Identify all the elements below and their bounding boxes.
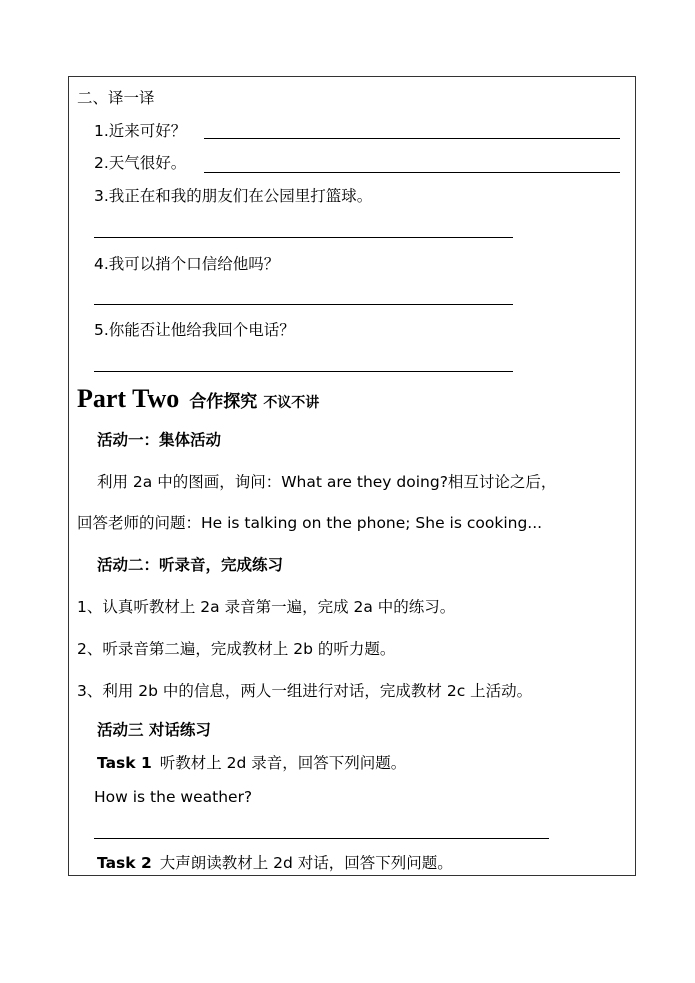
task2-row [97,853,453,873]
section-heading: 二、译一译 [77,89,155,107]
part-two-title: Part Two [77,384,180,413]
answer-blank-1[interactable] [204,138,620,139]
translate-item-1: 1.近来可好？ [94,122,187,140]
answer-blank-4[interactable] [94,304,513,305]
part-two-title-cn: 合作探究 [189,392,258,412]
task1-text: 听教材上 2d 录音，回答下列问题。 [159,754,407,772]
task2-label: Task 2 [97,854,152,872]
activity1-text-line2: 回答老师的问题：He is talking on the phone; She is cooking... [77,514,543,532]
activity1-text-line1: 利用 2a 中的图画，询问：What are they doing?相互讨论之后， [97,473,557,491]
translate-item-2: 2.天气很好。 [94,154,187,172]
activity3-heading: 活动三 对话练习 [97,721,211,739]
part-two-subtitle: 不议不讲 [263,395,320,411]
task1-row [97,753,406,773]
answer-blank-2[interactable] [204,172,620,173]
task2-text: 大声朗读教材上 2d 对话，回答下列问题。 [159,854,453,872]
activity1-heading: 活动一：集体活动 [97,431,222,449]
translate-item-4: 4.我可以捎个口信给他吗？ [94,255,280,273]
translate-item-3: 3.我正在和我的朋友们在公园里打篮球。 [94,187,373,205]
activity2-item-2: 2、听录音第二遍，完成教材上 2b 的听力题。 [77,640,396,658]
answer-blank-3[interactable] [94,237,513,238]
task1-question: How is the weather? [94,788,253,806]
answer-blank-5[interactable] [94,371,513,372]
activity2-item-1: 1、认真听教材上 2a 录音第一遍，完成 2a 中的练习。 [77,598,456,616]
answer-blank-task1[interactable] [94,838,549,839]
activity2-heading: 活动二：听录音，完成练习 [97,556,284,574]
translate-item-5: 5.你能否让他给我回个电话？ [94,321,295,339]
part-two-heading [77,384,319,414]
activity2-item-3: 3、利用 2b 中的信息，两人一组进行对话，完成教材 2c 上活动。 [77,682,533,700]
task1-label: Task 1 [97,754,152,772]
